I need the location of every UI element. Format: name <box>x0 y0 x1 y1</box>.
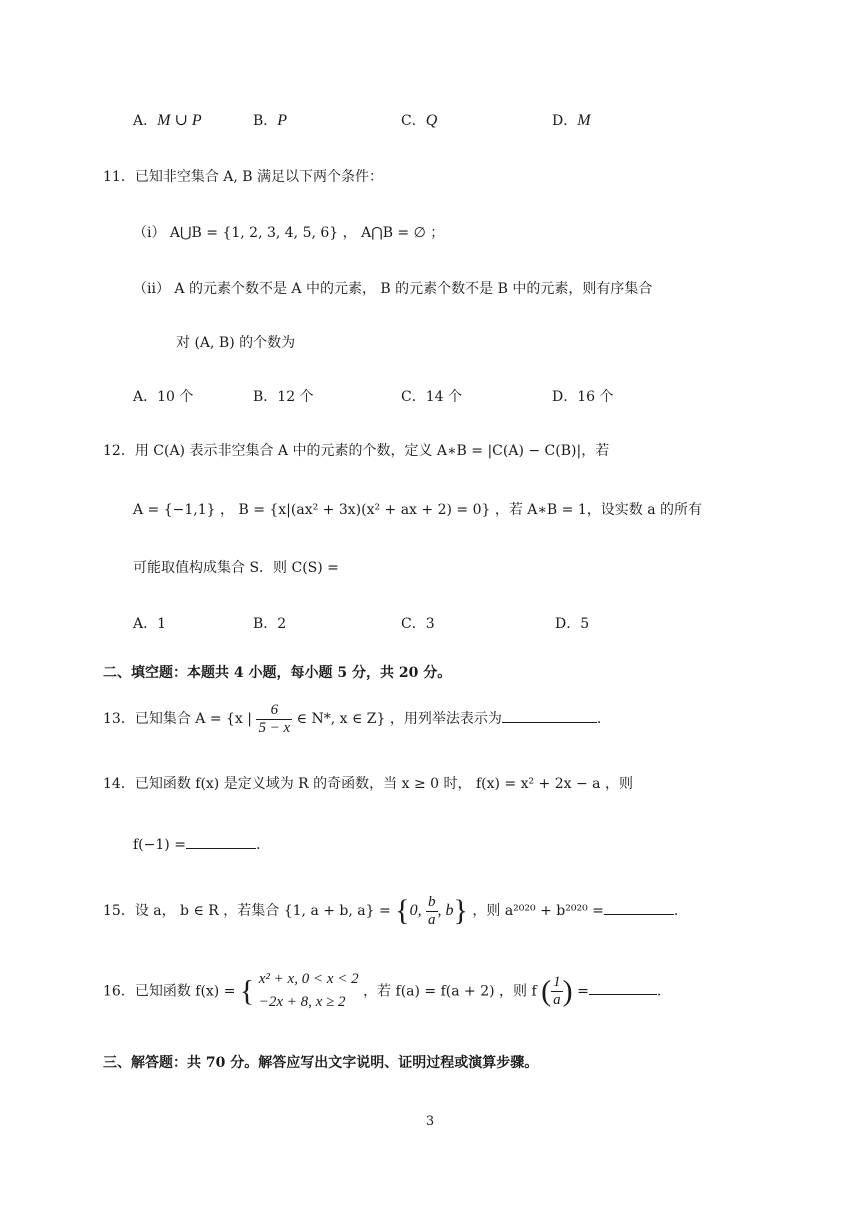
fraction-denominator: a <box>553 991 561 1008</box>
q10-option-d <box>552 110 591 130</box>
option-label: B． <box>253 113 278 129</box>
q16-middle: ，若 f(a) = f(a + 2) ，则 f <box>363 983 537 1000</box>
fraction-denominator: 5 − x <box>258 719 291 736</box>
option-label: D． <box>555 616 581 632</box>
option-value: M <box>577 112 591 129</box>
q12-option-a <box>133 613 166 633</box>
option-value: 1 <box>157 616 167 632</box>
q16 <box>103 968 661 1015</box>
q14-end: . <box>255 837 261 853</box>
q15-end: . <box>673 903 679 919</box>
option-label: C． <box>401 389 426 405</box>
q13-suffix: ∈ N*, x ∈ Z} ，用列举法表示为 <box>296 711 502 727</box>
q14-expression: f(−1) = <box>133 837 186 853</box>
q12-option-d <box>555 613 589 633</box>
q15-brace-open: { <box>395 894 410 927</box>
q10-option-a <box>133 110 202 130</box>
q11-stem: 11．已知非空集合 A, B 满足以下两个条件： <box>103 169 384 185</box>
option-label: A． <box>133 389 158 405</box>
option-label: C． <box>401 113 426 129</box>
option-value: 10 个 <box>157 389 194 405</box>
q16-fraction <box>551 974 563 1008</box>
q12-option-c <box>401 613 435 633</box>
q11-condition-1: （i） A⋃B = {1, 2, 3, 4, 5, 6} ， A⋂B = ∅ ； <box>133 225 445 241</box>
q14-line-1: 14．已知函数 f(x) 是定义域为 R 的奇函数，当 x ≥ 0 时， f(x) = x² + 2x − a ，则 <box>103 776 633 792</box>
q16-piecewise <box>259 968 359 1015</box>
option-value: 3 <box>425 616 435 632</box>
q11-option-c <box>401 386 462 406</box>
option-label: A． <box>133 616 158 632</box>
q16-end: . <box>656 983 662 1000</box>
q12-line-1: 12．用 C(A) 表示非空集合 A 中的元素的个数，定义 A∗B = |C(A) − C(B)|，若 <box>103 443 610 459</box>
q13-end: . <box>596 711 602 727</box>
q15-prefix: 15．设 a， b ∈ R ，若集合 {1, a + b, a} = <box>103 903 391 919</box>
q15-set-first: 0, <box>409 902 422 919</box>
option-value: 2 <box>277 616 287 632</box>
q16-suffix: = <box>572 983 589 1000</box>
q16-answer-blank[interactable] <box>589 980 657 995</box>
q15-fraction <box>426 894 438 928</box>
option-value: 12 个 <box>277 389 314 405</box>
q13-fraction <box>256 702 292 736</box>
option-value: 16 个 <box>577 389 614 405</box>
q10-option-b <box>253 110 287 130</box>
q16-left-brace: { <box>239 974 255 1008</box>
section-3-heading: 三、解答题：共 70 分。解答应写出文字说明、证明过程或演算步骤。 <box>103 1055 539 1071</box>
q14-line-2 <box>133 834 260 853</box>
q12-line-2: A = {−1,1} ， B = {x|(ax² + 3x)(x² + ax + 2) = 0} ，若 A∗B = 1，设实数 a 的所有 <box>133 502 702 518</box>
q11-option-a <box>133 386 193 406</box>
option-value: 14 个 <box>425 389 462 405</box>
q15-set-last: , b <box>437 902 454 919</box>
q15 <box>103 894 678 928</box>
q13-answer-blank[interactable] <box>502 708 597 723</box>
q11-condition-2: （ii） A 的元素个数不是 A 中的元素， B 的元素个数不是 B 中的元素，则有序集合 <box>133 281 653 297</box>
section-2-heading: 二、填空题：本题共 4 小题，每小题 5 分，共 20 分。 <box>103 665 452 681</box>
fraction-numerator: 1 <box>553 974 561 991</box>
fraction-denominator: a <box>428 911 436 928</box>
q11-option-d <box>552 386 614 406</box>
q13-prefix: 13．已知集合 A = {x | <box>103 711 252 727</box>
q16-prefix: 16．已知函数 f(x) = <box>103 983 236 1000</box>
option-label: D． <box>552 389 578 405</box>
q15-brace-close: } <box>453 894 468 927</box>
page-number: 3 <box>425 1114 435 1129</box>
q16-piece-1: x² + x, 0 < x < 2 <box>258 971 359 987</box>
option-label: C． <box>401 616 426 632</box>
q16-paren-open: ( <box>541 974 552 1008</box>
fraction-numerator: 6 <box>256 702 292 720</box>
q10-option-c <box>401 110 437 130</box>
q15-suffix: ，则 a²⁰²⁰ + b²⁰²⁰ = <box>472 903 604 919</box>
q14-answer-blank[interactable] <box>186 834 256 849</box>
option-label: A． <box>133 113 158 129</box>
q13 <box>103 702 601 736</box>
q15-answer-blank[interactable] <box>604 900 674 915</box>
q11-condition-2-cont: 对 (A, B) 的个数为 <box>176 335 296 351</box>
option-value: P <box>277 112 288 129</box>
q12-line-3: 可能取值构成集合 S．则 C(S) = <box>133 560 339 576</box>
option-value: M ∪ P <box>157 112 202 129</box>
option-value: Q <box>425 112 438 129</box>
option-label: D． <box>552 113 578 129</box>
q16-piece-2: −2x + 8, x ≥ 2 <box>258 994 346 1011</box>
fraction-numerator: b <box>428 894 436 910</box>
q12-option-b <box>253 613 286 633</box>
q16-paren-close: ) <box>562 974 573 1008</box>
q11-option-b <box>253 386 314 406</box>
option-value: 5 <box>580 616 590 632</box>
option-label: B． <box>253 616 278 632</box>
option-label: B． <box>253 389 278 405</box>
